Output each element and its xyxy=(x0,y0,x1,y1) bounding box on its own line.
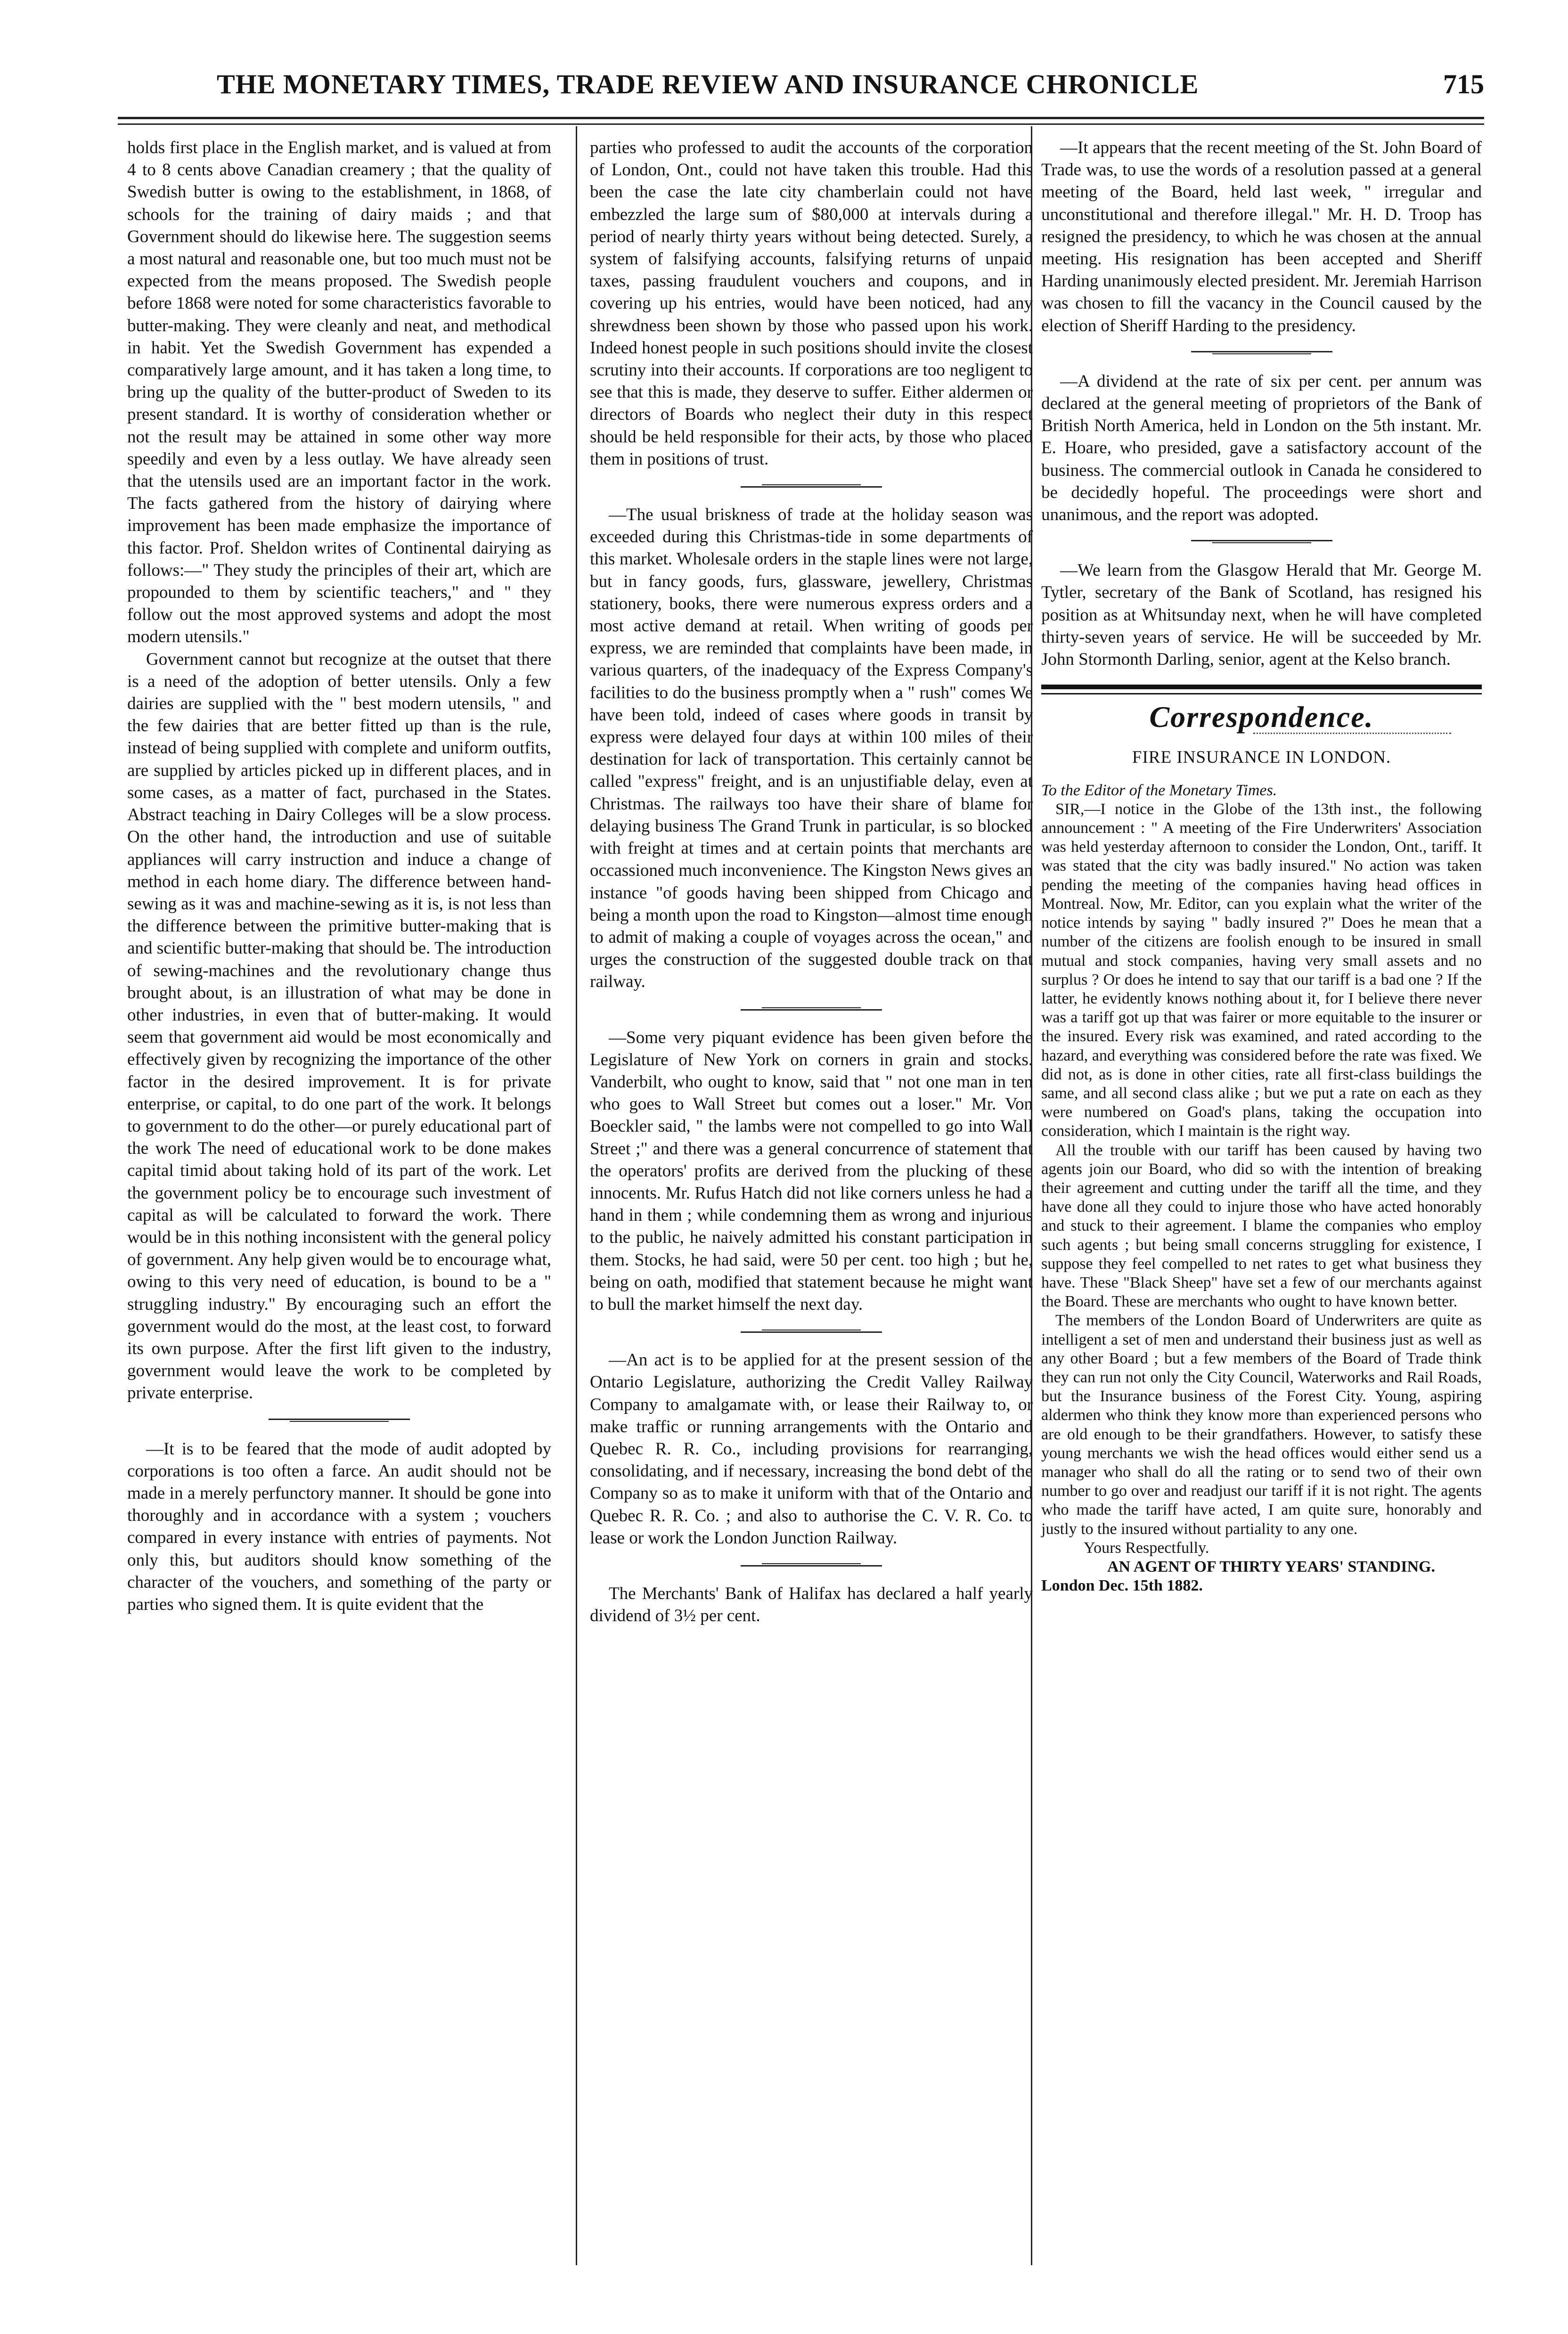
column-divider-1 xyxy=(576,126,577,2265)
letter-closing: Yours Respectfully. xyxy=(1084,1539,1209,1557)
article-paragraph: —It is to be feared that the mode of audit adopted by corporations is too often a farce. An audit should not be made in a merely perfunctory manner. It should be gone into thoroughly and in accordance with a system ; vouchers compared in every instance with entries of payments. Not only this, but auditors should know something of the character of the vouchers, and something of the party or parties who signed them. It is quite evident that the xyxy=(127,1439,551,1614)
letter-paragraph: The members of the London Board of Underwriters are quite as intelligent a set of men and understand their business just as well as any other Board ; but a few members of the Board of Trade think they can run not only the City Council, Waterworks and Rail Roads, but the Insurance business of the Forest City. Young, aspiring aldermen who think they know more than experienced persons who are old enough to be their grandfathers. However, to satisfy these young merchants we wish the head offices would either send us a manager who shall do all the rating or to send two of their own number to go over and readjust our tariff if it is not right. The agents who made the tariff have acted, I am quite sure, honorably and justly to the insured without partiality to any one. xyxy=(1041,1312,1482,1538)
letter-place-date: London Dec. 15th 1882. xyxy=(1041,1577,1203,1595)
section-separator xyxy=(741,1330,882,1333)
header-rule xyxy=(118,117,1484,119)
section-separator xyxy=(741,1007,882,1011)
section-separator xyxy=(1191,540,1332,543)
page-header xyxy=(118,68,1484,106)
page-number: 715 xyxy=(1443,69,1484,99)
article-paragraph: parties who professed to audit the accounts of the corporation of London, Ont., could not have taken this trouble. Had this been the case the late city chamberlain could not have embezzled the large sum of $80,000 at intervals during a period of nearly thirty years without being detected. Surely, a system of falsifying accounts, falsifying returns of unpaid taxes, passing fraudulent vouchers and coupons, and in covering up his entries, would have been noticed, had any shrewdness been shown by those who passed upon his work. Indeed honest people in such positions should invite the closest scrutiny into their accounts. If corporations are too negligent to see that this is made, they deserve to suffer. Either aldermen or directors of Boards who neglect their duty in this respect should be held responsible for their acts, by those who placed them in positions of trust. xyxy=(590,138,1033,469)
correspondence-rule-thin xyxy=(1041,693,1482,694)
column-2 xyxy=(590,137,1033,1627)
article-paragraph: holds first place in the English market, and is valued at from 4 to 8 cents above Canadian creamery ; that the quality of Swedish butter is owing to the establishment, in 1868, of schools for the training of dairy maids ; and that Government should do likewise here. The suggestion seems a most natural and reasonable one, but too much must not be expected from the means proposed. The Swedish people before 1868 were noted for some characteristics favorable to butter-making. They were cleanly and neat, and methodical in habit. Yet the Swedish Government has expended a comparatively large amount, and it has taken a long time, to bring up the quality of the butter-product of Sweden to its present standard. It is worthy of consideration whether or not the result may be attained in some other way more speedily and even by a less outlay. We have already seen that the utensils used are an important factor in the work. The facts gathered from the history of dairying where improvement has been made emphasize the importance of this factor. Prof. Sheldon writes of Continental dairying as follows:—" They study the principles of their art, which are propounded to them by scientific teachers," and " they follow out the most approved systems and adopt the most modern utensils." xyxy=(127,138,551,647)
article-paragraph: —It appears that the recent meeting of the St. John Board of Trade was, to use the words of a resolution passed at a general meeting of the Board, held last week, " irregular and unconstitutional and therefore illegal." Mr. H. D. Troop has resigned the presidency, to which he was chosen at the annual meeting. His resignation has been accepted and Sheriff Harding unanimously elected president. Mr. Jeremiah Harrison was chosen to fill the vacancy in the Council caused by the election of Sheriff Harding to the presidency. xyxy=(1041,138,1482,335)
column-3 xyxy=(1041,137,1482,1595)
letter-salutation: To the Editor of the Monetary Times. xyxy=(1041,781,1277,799)
section-separator xyxy=(269,1419,410,1422)
letter-paragraph: All the trouble with our tariff has been caused by having two agents join our Board, who did so with the intention of breaking their agreement and cutting under the tariff all the time, and they have done all they could to injure those who have acted honorably and stuck to their agreement. I blame the companies who employ such agents ; but being small concerns struggling for existence, I suppose they feel compelled to net rates to get what business they have. These "Black Sheep" have set a few of our merchants against the Board. These are merchants who ought to have known better. xyxy=(1041,1141,1482,1311)
article-paragraph: —We learn from the Glasgow Herald that Mr. George M. Tytler, secretary of the Bank of Scotland, has resigned his position as at Whitsunday next, when he will have completed thirty-seven years of service. He will be succeeded by Mr. John Stormonth Darling, senior, agent at the Kelso branch. xyxy=(1041,561,1482,669)
article-paragraph: —The usual briskness of trade at the holiday season was exceeded during this Christmas-tide in some departments of this market. Wholesale orders in the staple lines were not large, but in fancy goods, furs, glassware, jewellery, Christmas stationery, books, there were numerous express orders and a most active demand at retail. When writing of goods per express, we are reminded that complaints have been made, in various quarters, of the inadequacy of the Express Company's facilities to do the business promptly when a " rush" comes We have been told, indeed of cases where goods in transit by express were delayed four days at within 100 miles of their destination for lack of transportation. This certainly cannot be called "express" freight, and is an unjustifiable delay, even at Christmas. The railways too have their share of blame for delaying business The Grand Trunk in particular, is so blocked with freight at times and at certain points that merchants are occassioned much inconvenience. The Kingston News gives an instance "of goods having been shipped from Chicago and being a month upon the road to Kingston—almost time enough to admit of making a couple of voyages across the ocean," and urges the construction of the suggested double track on that railway. xyxy=(590,505,1033,992)
letter-heading: FIRE INSURANCE IN LONDON. xyxy=(1132,748,1391,767)
article-paragraph: —Some very piquant evidence has been given before the Legislature of New York on corners in grain and stocks. Vanderbilt, who ought to know, said that " not one man in ten who goes to Wall Street but comes out a loser." Mr. Von Boeckler said, " the lambs were not compelled to go into Wall Street ;" and there was a general concurrence of statement that the operators' profits are derived from the plucking of these innocents. Mr. Rufus Hatch did not like corners unless he had a hand in them ; while condemning them as wrong and injurious to the public, he naively admitted his constant participation in them. Stocks, he had said, were 50 per cent. too high ; but he, being on oath, modified that statement because he might want to bull the market himself the next day. xyxy=(590,1028,1033,1314)
article-paragraph: The Merchants' Bank of Halifax has declared a half yearly dividend of 3½ per cent. xyxy=(590,1583,1033,1626)
article-paragraph: Government cannot but recognize at the outset that there is a need of the adoption of better utensils. Only a few dairies are supplied with the " best modern utensils, " and the few dairies that are better fitted up than is the rule, instead of being supplied with complete and uniform outfits, are supplied by articles picked up in different places, and in some cases, as a matter of fact, purchased in the States. Abstract teaching in Dairy Colleges will be a slow process. On the other hand, the introduction and use of suitable appliances will carry instruction and induce a change of method in each home diary. The difference between hand-sewing as it was and machine-sewing as it is, is not less than the difference between the primitive butter-making that is and scientific butter-making that should be. The introduction of sewing-machines and the revolutionary change thus brought about, is an illustration of what may be done in other industries, in even that of butter-making. It would seem that government aid would be most economically and effectively given by recognizing the importance of the other factor in the desired improvement. It is for private enterprise, or capital, to do one part of the work. It belongs to government to do the other—or purely educational part of the work The need of educational work to be done makes capital timid about taking hold of its part of the work. Let the government policy be to encourage such investment of capital as will be calculated to forward the work. There would be in this nothing inconsistent with the general policy of government. Any help given would be to encourage what, owing to this very need of education, is bound to be a " struggling industry." By encouraging such an effort the government would do the most, at the least cost, to forward its own purpose. After the first lift given to the industry, government would leave the work to be completed by private enterprise. xyxy=(127,649,551,1403)
letter-body xyxy=(1041,781,1482,1596)
article-paragraph: —A dividend at the rate of six per cent. per annum was declared at the general meeting of proprietors of the Bank of British North America, held in London on the 5th instant. Mr. E. Hoare, who presided, gave a satisfactory account of the business. The commercial outlook in Canada he considered to be decidedly hopeful. The proceedings were short and unanimous, and the report was adopted. xyxy=(1041,371,1482,525)
correspondence-heading: Correspondence. xyxy=(1149,700,1374,734)
section-separator xyxy=(741,1563,882,1567)
header-rule-thin xyxy=(118,123,1484,125)
letter-signature: AN AGENT OF THIRTY YEARS' STANDING. xyxy=(1107,1558,1435,1575)
section-separator xyxy=(1191,351,1332,354)
column-1 xyxy=(127,137,551,1616)
article-paragraph: —An act is to be applied for at the present session of the Ontario Legislature, authorizing the Credit Valley Railway Company to amalgamate with, or lease their Railway to, or make traffic or running arrangements with the Ontario and Quebec R. R. Co., including provisions for rearranging, consolidating, and if necessary, increasing the bond debt of the Company so as to make it uniform with that of the Ontario and Quebec R. R. Co. ; and also to authorise the C. V. R. Co. to lease or work the London Junction Railway. xyxy=(590,1350,1033,1548)
correspondence-rule xyxy=(1041,685,1482,689)
section-separator xyxy=(741,484,882,488)
letter-paragraph: SIR,—I notice in the Globe of the 13th inst., the following announcement : " A meeting of the Fire Underwriters' Association was held yesterday afternoon to consider the London, Ont., tariff. It was stated that the city was badly insured." No action was taken pending the meeting of the companies having head offices in Montreal. Now, Mr. Editor, can you explain what the writer of the notice intends by saying " badly insured ?" Does he mean that a number of the citizens are foolish enough to be insured in small mutual and stock companies, having very small assets and no surplus ? Or does he intend to say that our tariff is a bad one ? If the latter, he evidently knows nothing about it, for I believe there never was a tariff got up that was fairer or more equitable to the insurer or the insured. Every risk was examined, and rated according to the hazard, and everything was considered before the rate was fixed. We did not, as is done in other cities, rate all first-class buildings the same, and all second class alike ; but we put a rate on each as they were numbered on Goad's plans, taking the occupation into consideration, which I maintain is the right way. xyxy=(1041,800,1482,1140)
publication-title: THE MONETARY TIMES, TRADE REVIEW AND INSURANCE CHRONICLE xyxy=(217,69,1199,99)
